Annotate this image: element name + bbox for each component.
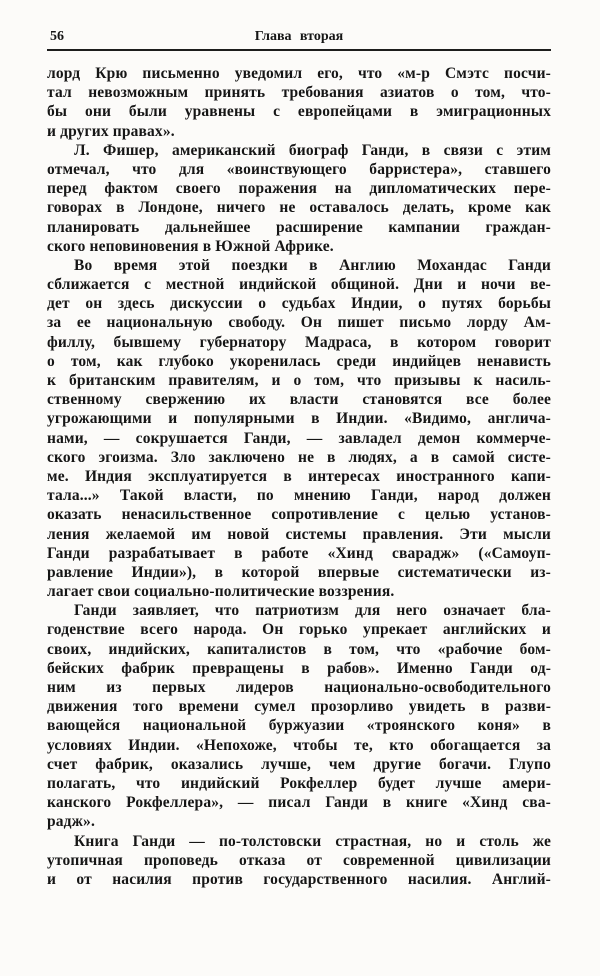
text-line: канского Рокфеллера», — писал Ганди в книге «Хинд сва- <box>47 794 551 812</box>
text-line: ме. Индия эксплуатируется в интересах иностранного капи- <box>47 467 551 485</box>
text-line: счет фабрик, оказались лучше, чем другие богачи. Глупо <box>47 755 551 773</box>
text-line: радж». <box>47 813 95 831</box>
text-line: филлу, бывшему губернатору Мадраса, в котором говорит <box>47 333 551 351</box>
text-line: говорах в Лондоне, ничего не оставалось делать, кроме как <box>47 199 551 217</box>
paragraph <box>47 256 551 601</box>
header-rule <box>47 49 551 51</box>
chapter-title: Глава вторая <box>254 29 344 44</box>
text-line: за ее национальную свободу. Он пишет письмо лорду Ам- <box>47 314 551 332</box>
text-line: дет он здесь дискуссии о судьбах Индии, о путях борьбы <box>47 295 551 313</box>
text-line: планировать дальнейшее расширение кампании граждан- <box>47 218 551 236</box>
text-line: Ганди разрабатывает в работе «Хинд сварадж» («Самоуп- <box>47 544 551 562</box>
text-line: бы они были уравнены с европейцами в эмиграционных <box>47 103 551 121</box>
text-line: оказать ненасильственное сопротивление с целью установ- <box>47 506 551 524</box>
text-line: тала...» Такой власти, по мнению Ганди, народ должен <box>47 487 551 505</box>
text-line: Ганди заявляет, что патриотизм для него означает бла- <box>74 602 551 620</box>
text-line: ственному свержению их власти становятся все более <box>47 391 551 409</box>
page-number: 56 <box>50 29 64 44</box>
text-line: условиях Индии. «Непохоже, чтобы те, кто обогащается за <box>47 736 551 754</box>
text-line: угрожающими и популярными в Индии. «Видимо, англича- <box>47 410 551 428</box>
text-line: Л. Фишер, американский биограф Ганди, в связи с этим <box>74 141 551 159</box>
text-line: ления желаемой им новой системы правления. Эти мысли <box>47 525 551 543</box>
paragraph <box>47 601 551 831</box>
text-line: полагать, что индийский Рокфеллер будет лучше амери- <box>47 774 551 792</box>
book-page <box>0 28 600 976</box>
text-line: вающейся национальной буржуазии «троянского коня» в <box>47 717 551 735</box>
text-line: своих, индийских, капиталистов в том, что «рабочие бом- <box>47 640 551 658</box>
text-line: лорд Крю письменно уведомил его, что «м-р Смэтс посчи- <box>47 65 551 82</box>
text-line: о том, как глубоко укоренилась среди индийцев ненависть <box>47 352 551 370</box>
text-line: годенствие всего народа. Он горько упрекает английских и <box>47 621 551 639</box>
paragraph <box>47 832 551 890</box>
text-line: и от насилия против государственного насилия. Англий- <box>47 870 551 888</box>
text-line: к британским правителям, и о том, что призывы к насиль- <box>47 372 551 389</box>
text-line: утопичная проповедь отказа от современной цивилизации <box>47 851 551 869</box>
text-line: Во время этой поездки в Англию Мохандас Ганди <box>74 256 551 274</box>
text-line: ского неповиновения в Южной Африке. <box>47 237 334 255</box>
text-line: ним из первых лидеров национально-освободительного <box>47 679 551 696</box>
text-line: сближается с местной индийской общиной. Дни и ночи ве- <box>47 276 551 294</box>
text-line: ского эгоизма. Зло заключено не в людях, а в самой систе- <box>47 448 551 466</box>
text-line: отмечал, что для «воинствующего барристера», ставшего <box>47 160 551 178</box>
text-line: бейских фабрик превращены в рабов». Именно Ганди од- <box>47 659 551 677</box>
text-line: тал невозможным принять требования азиатов о том, что- <box>47 84 551 102</box>
paragraph <box>47 64 551 141</box>
text-line: нами, — сокрушается Ганди, — завладел демон коммерче- <box>47 429 551 447</box>
text-block <box>47 64 551 889</box>
text-line: лагает свои социально-политические воззрения. <box>47 583 395 601</box>
text-line: Книга Ганди — по-толстовски страстная, но и столь же <box>74 832 551 850</box>
text-line: движения того времени сумел прозорливо увидеть в разви- <box>47 698 551 716</box>
text-line: и других правах». <box>47 122 175 140</box>
text-line: равление Индии»), в которой впервые систематически из- <box>47 563 551 581</box>
text-line: перед фактом своего поражения на дипломатических пере- <box>47 180 551 198</box>
paragraph <box>47 141 551 256</box>
running-head <box>47 28 551 46</box>
